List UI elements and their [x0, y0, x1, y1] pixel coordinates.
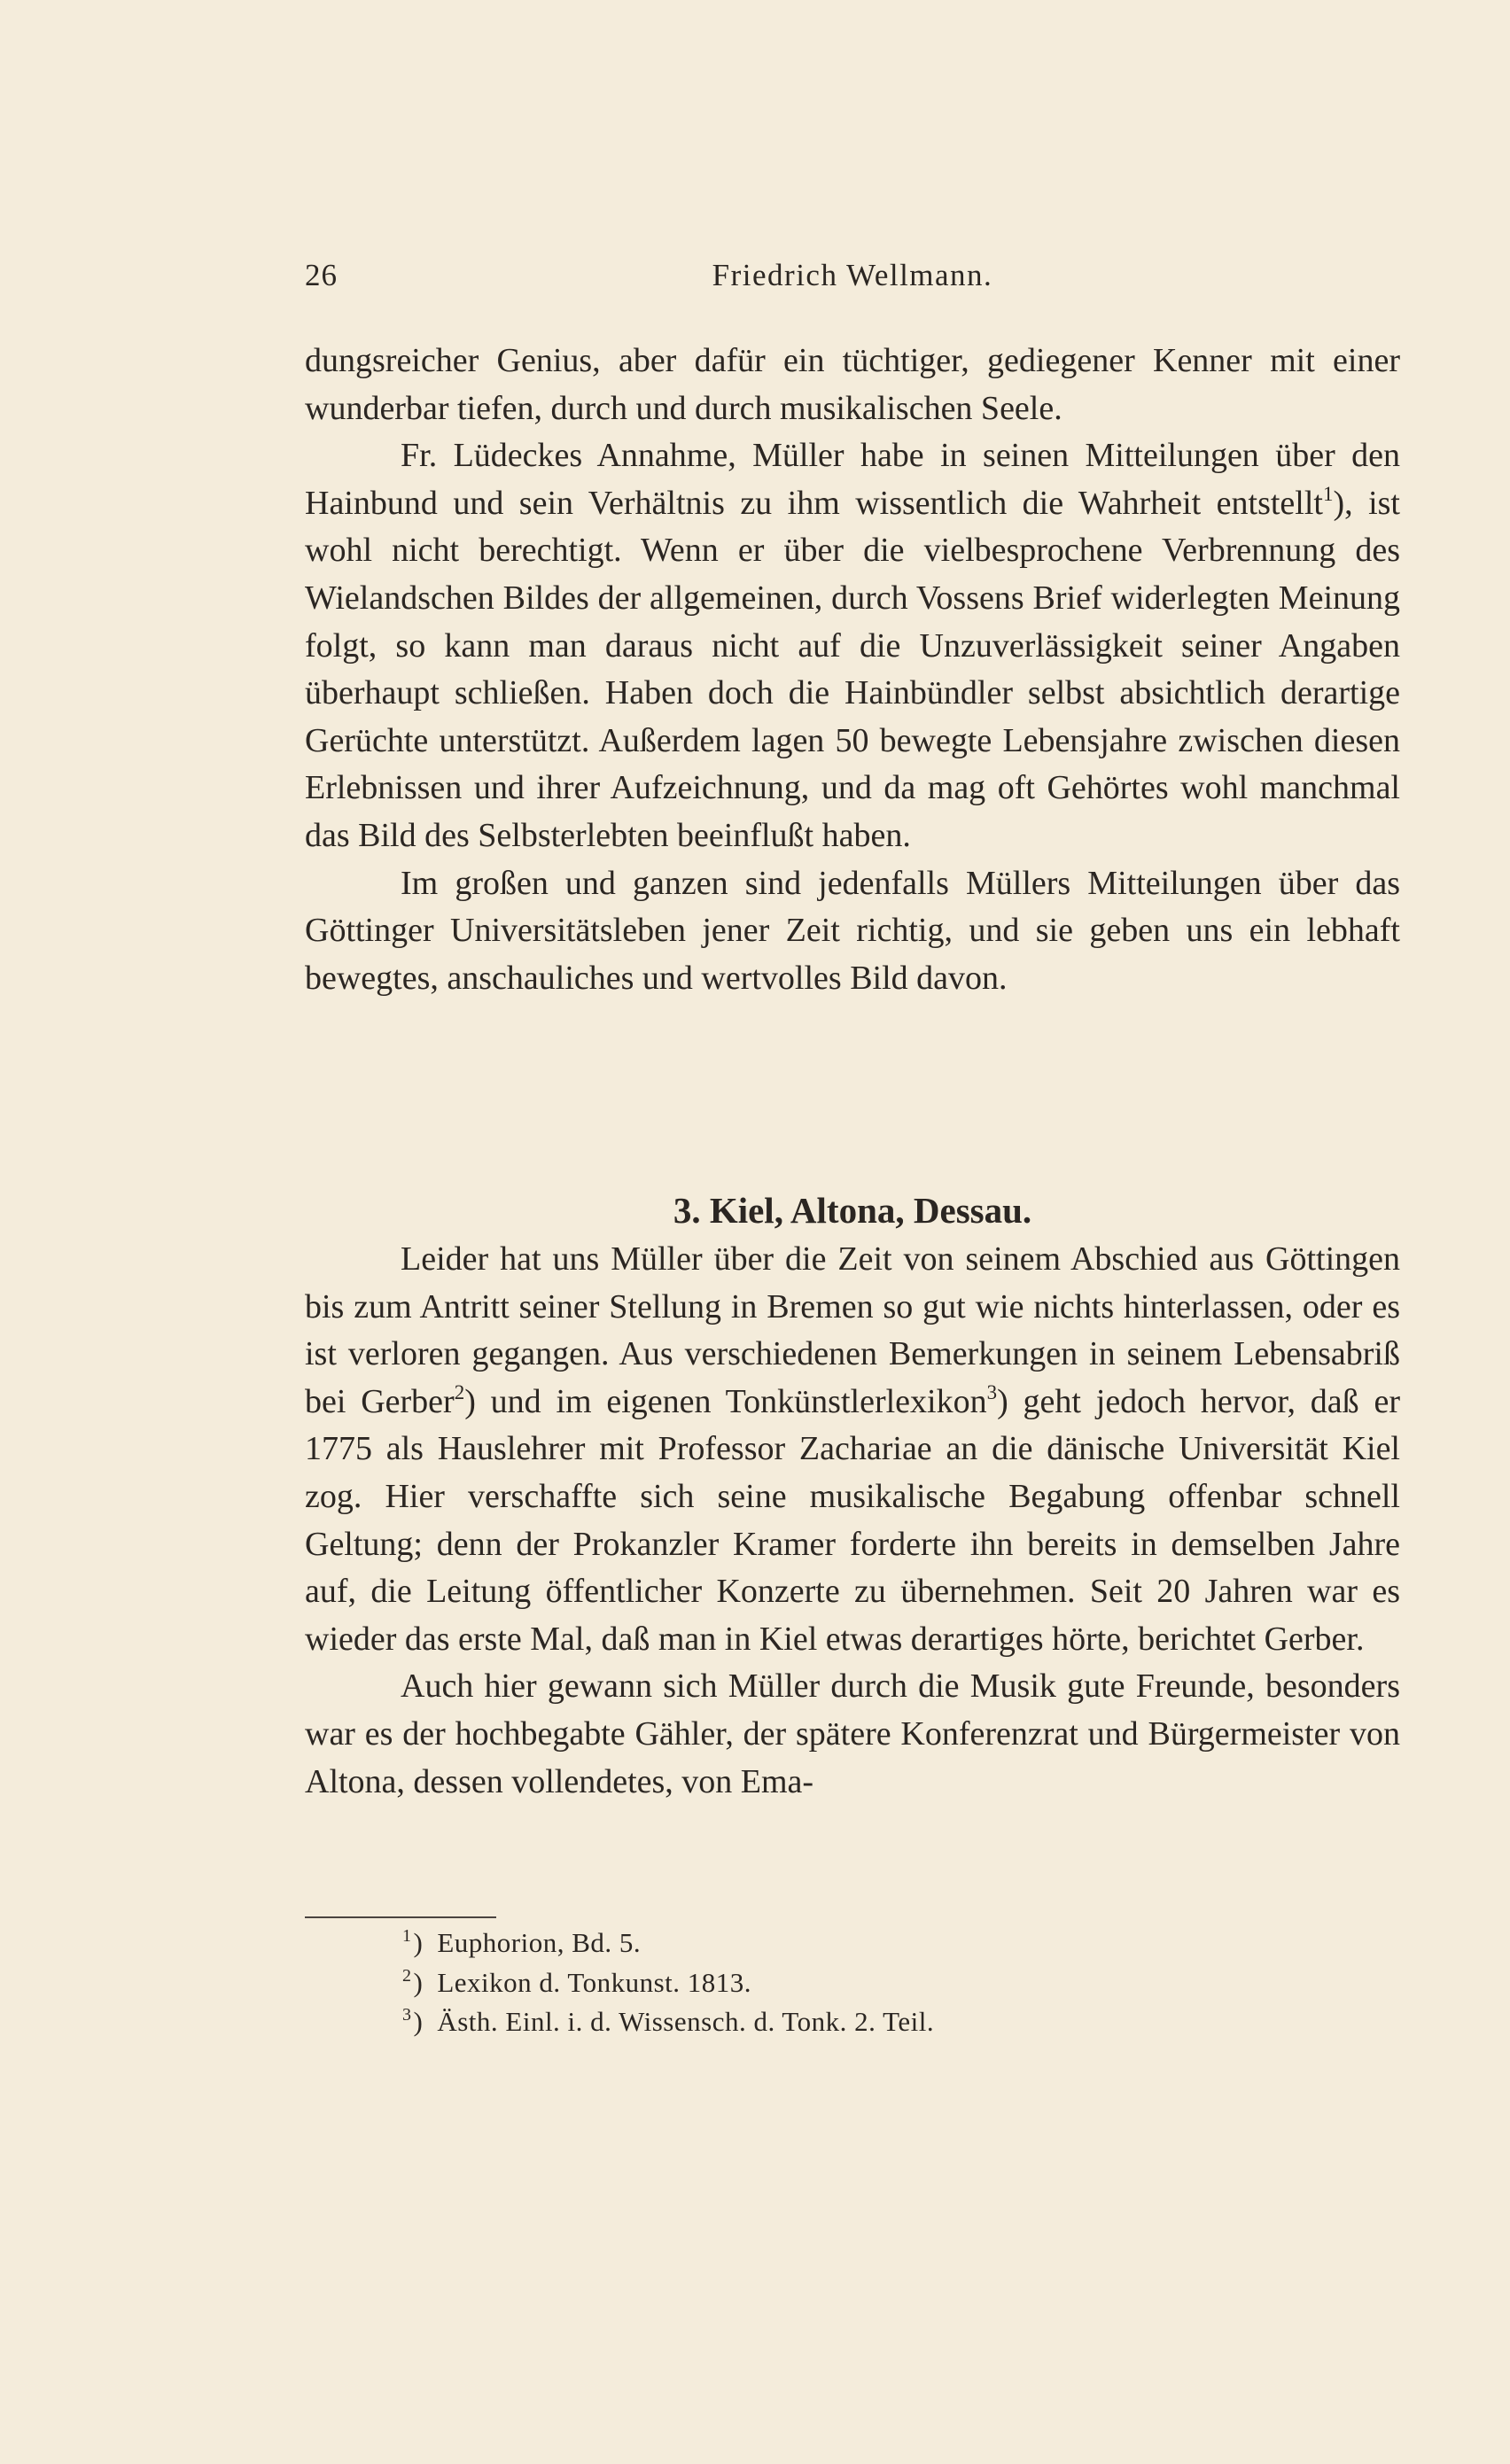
footnote-divider [305, 1916, 496, 1918]
paragraph-luedecke [305, 432, 1400, 859]
page-header [305, 253, 1400, 298]
section-text [305, 1236, 1400, 1806]
footnote-paren: ) [413, 1966, 424, 1998]
page-number: 26 [305, 258, 338, 292]
footnote-mark: 2 [402, 1965, 412, 1986]
footnote-mark: 1 [402, 1926, 412, 1946]
footnote [402, 2002, 1288, 2042]
footnote-text: Ästh. Einl. i. d. Wissensch. d. Tonk. 2. Teil. [437, 2006, 935, 2037]
paragraph-text: Leider hat uns Müller über die Zeit von seinem Abschied aus Göttingen bis zum Antritt seiner Stellung in Bremen so gut wie nichts hinterlassen, oder es ist verloren gegangen. Aus verschiedenen Bemerkungen in seinem Lebensabriß bei Gerber [305, 1240, 1400, 1420]
footnote-text: Euphorion, Bd. 5. [437, 1927, 642, 1958]
footnote-paren: ) [413, 2006, 424, 2037]
footnote-reference: 3 [986, 1380, 998, 1403]
paragraph-summary: Im großen und ganzen sind jedenfalls Müllers Mitteilungen über das Göttinger Universitätsleben jener Zeit richtig, und sie geben uns ein lebhaft bewegtes, anschauliches und wertvolles Bild davon. [305, 864, 1400, 997]
paragraph-altona: Auch hier gewann sich Müller durch die Musik gute Freunde, besonders war es der hochbegabte Gähler, der spätere Konferenzrat und Bürgermeister von Altona, dessen vollendetes, von Ema- [305, 1667, 1400, 1800]
footnote [402, 1924, 1288, 1963]
footnote-reference: 2 [454, 1380, 465, 1403]
paragraph-text: ) und im eigenen Tonkünstlerlexikon [464, 1382, 987, 1420]
paragraph-text: ) geht jedoch hervor, daß er 1775 als Hauslehrer mit Professor Zachariae an die dänische Universität Kiel zog. Hier verschaffte sich seine musikalische Begabung offenbar schnell Geltung; denn der Prokanzler Kramer forderte ihn bereits in demselben Jahre auf, die Leitung öffentlicher Konzerte zu übernehmen. Seit 20 Jahren war es wieder das erste Mal, daß man in Kiel etwas derartiges hörte, berichtet Gerber. [305, 1382, 1400, 1658]
paragraph-kiel [305, 1236, 1400, 1663]
body-text [305, 338, 1400, 1002]
footnotes [402, 1924, 1288, 2042]
footnote-reference: 1 [1322, 482, 1334, 505]
paragraph-text: ), ist wohl nicht berechtigt. Wenn er über die vielbesprochene Verbrennung des Wielandschen Bildes der allgemeinen, durch Vossens Brief widerlegten Meinung folgt, so kann man daraus nicht auf die Unzuverlässigkeit seiner Angaben überhaupt schließen. Haben doch die Hainbündler selbst absichtlich derartige Gerüchte unterstützt. Außerdem lagen 50 bewegte Lebensjahre zwischen diesen Erlebnissen und ihrer Aufzeichnung, und da mag oft Gehörtes wohl manchmal das Bild des Selbsterlebten beeinflußt haben. [305, 484, 1400, 854]
footnote [402, 1963, 1288, 2003]
footnote-text: Lexikon d. Tonkunst. 1813. [437, 1966, 752, 1998]
running-head: Friedrich Wellmann. [712, 258, 993, 292]
paragraph-text: Fr. Lüdeckes Annahme, Müller habe in seinen Mitteilungen über den Hainbund und sein Verhältnis zu ihm wissentlich die Wahrheit entstellt [305, 437, 1400, 522]
footnote-mark: 3 [402, 2005, 412, 2025]
footnote-paren: ) [413, 1927, 424, 1958]
section-heading: 3. Kiel, Altona, Dessau. [673, 1190, 1032, 1231]
paragraph-continued: dungsreicher Genius, aber dafür ein tüchtiger, gediegener Kenner mit einer wunderbar tiefen, durch und durch musikalischen Seele. [305, 342, 1400, 427]
